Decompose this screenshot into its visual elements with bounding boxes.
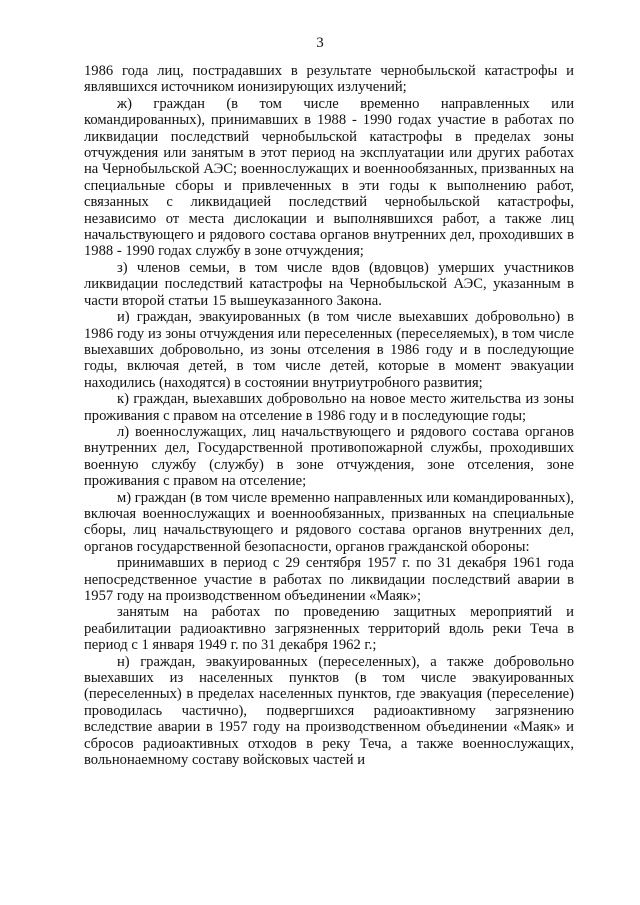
paragraph-m-item-1: принимавших в период с 29 сентября 1957 г. по 31 декабря 1961 года непосредственное участие в работах по ликвидации последствий аварии в 1957 году на производственном объединении «Маяк»; [84, 555, 574, 604]
page-number: 3 [316, 35, 324, 51]
document-body [84, 63, 574, 768]
paragraph-i: и) граждан, эвакуированных (в том числе выехавших добровольно) в 1986 году из зоны отчуждения или переселенных (переселяемых), в том числе выехавших добровольно, из зоны отселения в 1986 году и в последующие годы, включая детей, в том числе детей, которые в момент эвакуации находились (находятся) в состоянии внутриутробного развития; [84, 309, 574, 391]
paragraph-zh: ж) граждан (в том числе временно направленных или командированных), принимавших в 1988 - 1990 годах участие в работах по ликвидации последствий чернобыльской катастрофы в пределах зоны отчуждения или занятым в этот период на эксплуатации или других работах на Чернобыльской АЭС; военнослужащих и военнообязанных, призванных на специальные сборы и привлеченных в эти годы к выполнению работ, связанных с ликвидацией последствий чернобыльской катастрофы, независимо от места дислокации и выполнявшихся работ, а также лиц начальствующего и рядового состава органов внутренних дел, проходивших в 1988 - 1990 годах службу в зоне отчуждения; [84, 95, 574, 260]
paragraph-z: з) членов семьи, в том числе вдов (вдовцов) умерших участников ликвидации последствий катастрофы на Чернобыльской АЭС, указанным в части второй статьи 15 вышеуказанного Закона. [84, 259, 574, 309]
paragraph-m: м) граждан (в том числе временно направленных или командированных), включая военнослужащих и военнообязанных, призванных на специальные сборы, лиц начальствующего и рядового состава органов внутренних дел, органов государственной безопасности, органов гражданской обороны: [84, 489, 574, 555]
paragraph-k: к) граждан, выехавших добровольно на новое место жительства из зоны проживания с правом на отселение в 1986 году и в последующие годы; [84, 391, 574, 424]
paragraph-m-item-2: занятым на работах по проведению защитных мероприятий и реабилитации радиоактивно загрязненных территорий вдоль реки Теча в период с 1 января 1949 г. по 31 декабря 1962 г.; [84, 604, 574, 654]
paragraph-l: л) военнослужащих, лиц начальствующего и рядового состава органов внутренних дел, Государственной противопожарной службы, проходивших военную службу (службу) в зоне отчуждения, зоне отселения, зоне проживания с правом на отселение; [84, 423, 574, 490]
paragraph-n: н) граждан, эвакуированных (переселенных), а также добровольно выехавших из населенных пунктов (в том числе эвакуированных (переселенных) в пределах населенных пунктов, где эвакуация (переселение) проводилась частично), подвергшихся радиоактивному загрязнению вследствие аварии в 1957 году на производственном объединении «Маяк» и сбросов радиоактивных отходов в реку Теча, а также военнослужащих, вольнонаемному составу войсковых частей и [84, 653, 574, 769]
paragraph-continuation: 1986 года лиц, пострадавших в результате чернобыльской катастрофы и являвшихся источником ионизирующих излучений; [84, 63, 574, 96]
